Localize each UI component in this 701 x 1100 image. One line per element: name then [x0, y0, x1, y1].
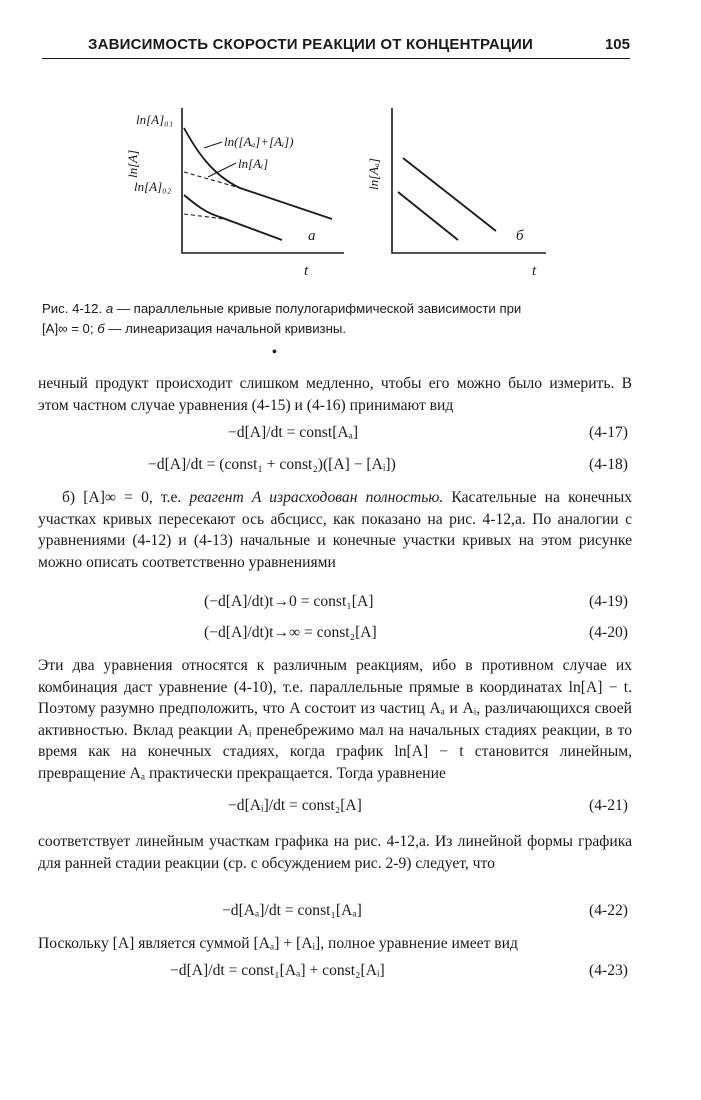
paragraph-3: Эти два уравнения относятся к различным реакциям, ибо в противном случае их комбинация даст уравнение (4-10), т.е. параллельные прямые в координатах ln[A] − t. Поэтому разумно предположить, что A состоит из частиц Aₐ и Aᵢ, различающихся своей активностью. Вклад реакции Aᵢ пренебрежимо мал на начальных стадиях реакции, в то время как на конечных стадиях, когда график ln[A] − t становится линейным, превращение Aₐ практически прекращается. Тогда уравнение [38, 657, 632, 782]
figure-caption [42, 299, 632, 339]
para2-rest: Касательные на конечных участках кривых пересекают ось абсцисс, как показано на рис. 4-12,а. По аналогии с уравнениями (4-12) и (4-13) начальные и конечные участки кривых на этом рисунке можно описать соответственно уравнениями [38, 489, 633, 571]
equation-4-18 [38, 456, 632, 480]
eq23-formula: −d[A]/dt = const₁[Aₐ] + const₂[Aᵢ] [170, 962, 385, 979]
left-x-label: t [304, 263, 309, 279]
equation-4-20 [38, 624, 632, 648]
equation-4-19 [38, 593, 632, 617]
curve-ai [184, 195, 282, 240]
label-ai: ln[Aᵢ] [238, 156, 269, 171]
caption-text1: — параллельные кривые полулогарифмической зависимости при [113, 301, 522, 316]
equation-4-17 [38, 424, 632, 448]
equation-4-23 [38, 962, 632, 986]
left-axes [182, 108, 344, 253]
paragraph-2 [38, 487, 632, 573]
leader-ai [208, 163, 236, 177]
eq20-number: (4-20) [589, 624, 628, 641]
line-lower [398, 192, 458, 240]
eq18-formula: −d[A]/dt = (const₁ + const₂)([A] − [Aᵢ]) [148, 456, 396, 473]
caption-text3: — линеаризация начальной кривизны. [104, 321, 347, 336]
left-tick-top: ln[A]₀₁ [136, 112, 174, 127]
equation-4-22 [38, 902, 632, 926]
eq19-formula: (−d[A]/dt)t→0 = const₁[A] [204, 593, 374, 610]
paragraph-4: соответствует линейным участкам графика на рис. 4-12,а. Из линейной формы графика для ранней стадии реакции (ср. с обсуждением рис. 2-9) следует, что [38, 833, 632, 872]
leader-sum [204, 142, 222, 148]
right-x-label: t [532, 263, 537, 279]
right-y-label: ln[Aₐ] [366, 158, 381, 190]
eq19-number: (4-19) [589, 593, 628, 610]
dash-upper [184, 172, 240, 188]
caption-b: б [97, 321, 105, 336]
eq22-number: (4-22) [589, 902, 628, 919]
eq21-formula: −d[Aᵢ]/dt = const₂[A] [228, 797, 362, 814]
eq20-formula: (−d[A]/dt)t→∞ = const₂[A] [204, 624, 377, 641]
eq22-formula: −d[Aₐ]/dt = const₁[Aₐ] [222, 902, 362, 919]
panel-b: б [516, 228, 524, 244]
eq17-number: (4-17) [589, 424, 628, 441]
equation-4-21 [38, 797, 632, 821]
paragraph-1: нечный продукт происходит слишком медленно, чтобы его можно было измерить. В этом частном случае уравнения (4-15) и (4-16) принимают вид [38, 375, 632, 414]
eq23-number: (4-23) [589, 962, 628, 979]
eq18-number: (4-18) [589, 456, 628, 473]
eq17-formula: −d[A]/dt = const[Aₐ] [228, 424, 359, 441]
caption-text2: [A]∞ = 0; [42, 321, 98, 336]
para2-italic: реагент A израсходован полностью. [189, 489, 444, 506]
label-sum: ln([Aₐ]+[Aᵢ]) [224, 134, 294, 149]
page-number: 105 [604, 36, 630, 53]
para2-start: б) [A]∞ = 0, т.е. [62, 489, 190, 506]
left-tick-bottom: ln[A]₀₂ [134, 179, 172, 194]
left-y-label: ln[A] [125, 149, 140, 178]
line-upper [403, 158, 496, 231]
eq21-number: (4-21) [589, 797, 628, 814]
caption-a: а [105, 301, 114, 316]
caption-lead: Рис. 4-12. [42, 301, 103, 316]
chapter-title: ЗАВИСИМОСТЬ СКОРОСТИ РЕАКЦИИ ОТ КОНЦЕНТРАЦИИ [88, 36, 534, 53]
panel-a: а [308, 228, 316, 244]
figure-4-12 [0, 0, 701, 300]
stray-mark: • [272, 345, 277, 360]
paragraph-5: Поскольку [A] является суммой [Aₐ] + [Aᵢ], полное уравнение имеет вид [38, 935, 518, 952]
